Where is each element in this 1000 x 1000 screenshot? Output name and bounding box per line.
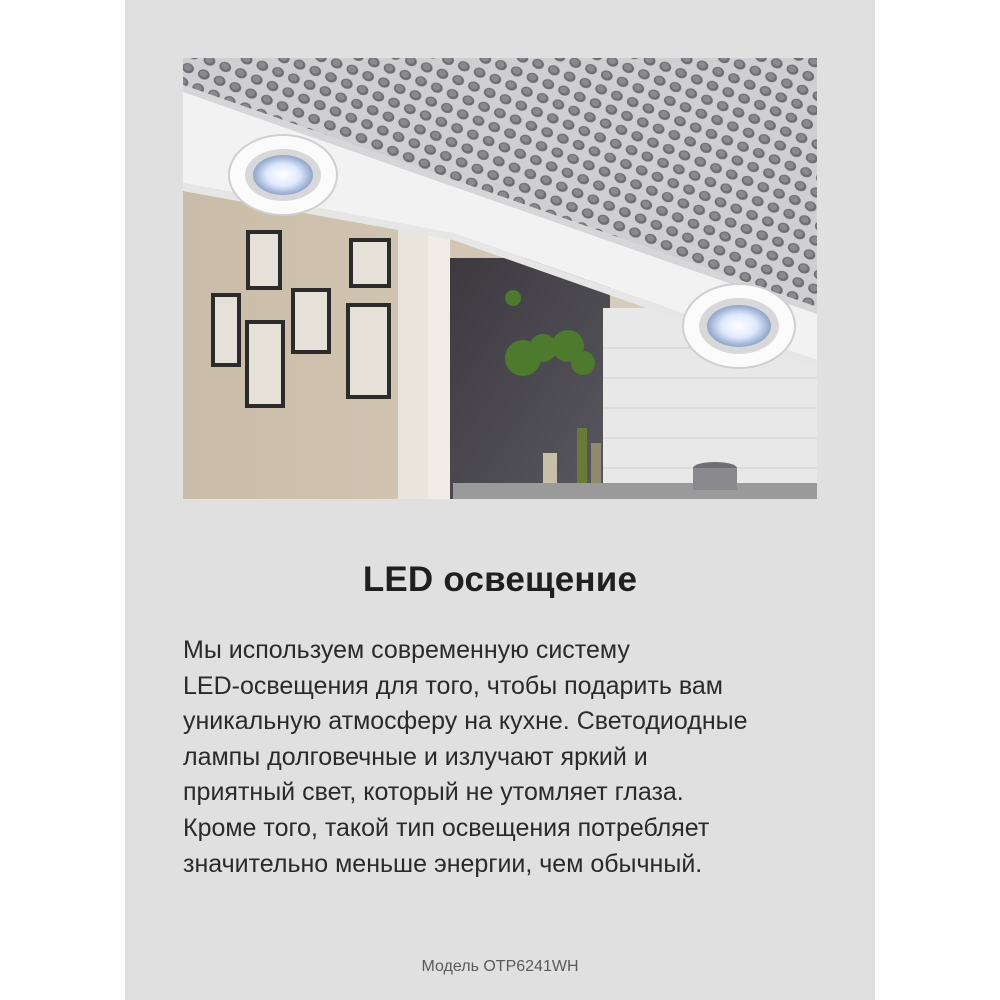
description-line: лампы долговечные и излучают яркий и xyxy=(183,742,648,771)
description-line: LED-освещения для того, чтобы подарить вам xyxy=(183,671,723,700)
product-photo xyxy=(183,58,817,499)
model-caption: Модель OTP6241WH xyxy=(421,958,579,975)
section-title: LED освещение xyxy=(362,560,638,599)
description-line: значительно меньше энергии, чем обычный. xyxy=(183,849,703,878)
description-line: Мы используем современную систему xyxy=(183,636,630,664)
product-card xyxy=(125,0,875,1000)
description-line: приятный свет, который не утомляет глаза. xyxy=(183,778,684,807)
description-text xyxy=(183,633,843,882)
description-line: Кроме того, такой тип освещения потребляет xyxy=(183,813,710,842)
description-line: уникальную атмосферу на кухне. Светодиодные xyxy=(183,707,748,736)
